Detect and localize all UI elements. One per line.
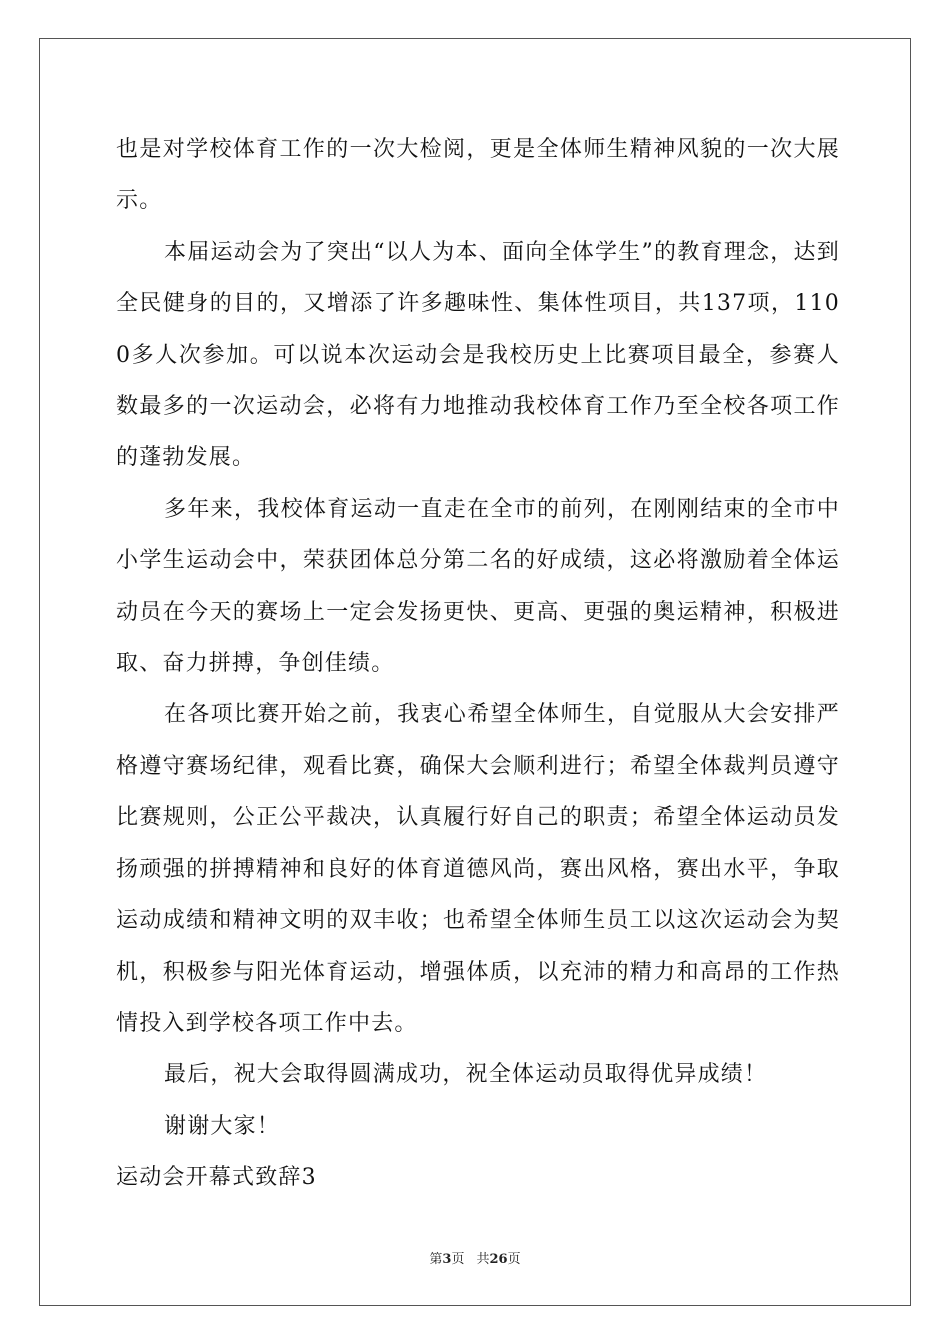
page-suffix: 页	[451, 1252, 465, 1267]
paragraph-4: 在各项比赛开始之前，我衷心希望全体师生，自觉服从大会安排严格遵守赛场纪律，观看比赛，确保大会顺利进行；希望全体裁判员遵守比赛规则，公正公平裁决，认真履行好自己的职责；希望全体运动员发扬顽强的拼搏精神和良好的体育道德风尚，赛出风格，赛出水平，争取运动成绩和精神文明的双丰收；也希望全体师生员工以这次运动会为契机，积极参与阳光体育运动，增强体质，以充沛的精力和高昂的工作热情投入到学校各项工作中去。	[116, 702, 840, 1036]
paragraph-2: 本届运动会为了突出“以人为本、面向全体学生”的教育理念，达到全民健身的目的，又增添了许多趣味性、集体性项目，共137项，1100多人次参加。可以说本次运动会是我校历史上比赛项目最全，参赛人数最多的一次运动会，必将有力地推动我校体育工作乃至全校各项工作的蓬勃发展。	[116, 239, 840, 471]
document-body	[116, 124, 840, 1204]
page-prefix: 第	[429, 1252, 443, 1267]
page-footer	[0, 1248, 950, 1267]
total-pages: 26	[489, 1252, 508, 1267]
page-number: 3	[442, 1252, 452, 1267]
section-heading: 运动会开幕式致辞3	[116, 1165, 317, 1191]
paragraph-3: 多年来，我校体育运动一直走在全市的前列，在刚刚结束的全市中小学生运动会中，荣获团体总分第二名的好成绩，这必将激励着全体运动员在今天的赛场上一定会发扬更快、更高、更强的奥运精神，积极进取、奋力拼搏，争创佳绩。	[116, 496, 840, 677]
total-suffix: 页	[507, 1252, 521, 1267]
paragraph-5: 最后，祝大会取得圆满成功，祝全体运动员取得优异成绩！	[164, 1062, 768, 1088]
total-prefix: 共	[476, 1252, 490, 1267]
paragraph-6: 谢谢大家！	[164, 1113, 281, 1139]
paragraph-1: 也是对学校体育工作的一次大检阅，更是全体师生精神风貌的一次大展示。	[116, 137, 840, 214]
